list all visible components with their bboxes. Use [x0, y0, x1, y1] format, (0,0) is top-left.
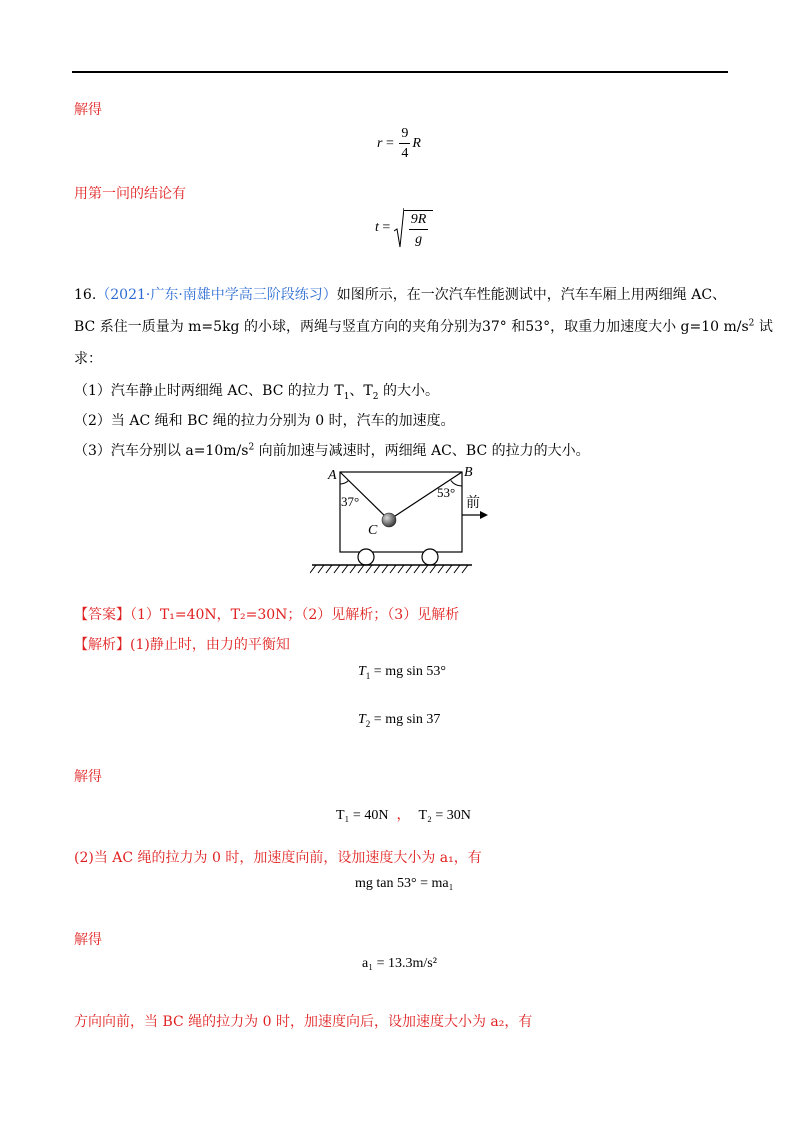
- equation-t1: $T_1$ = mg sin 53°: [358, 664, 447, 681]
- analysis-line: 【解析】(1)静止时，由力的平衡知: [74, 637, 290, 653]
- analysis-tag: 【解析】: [74, 637, 130, 653]
- direction-label: 前: [466, 495, 480, 511]
- angle-label-left: 37°: [341, 494, 360, 509]
- question-16-line2: BC 系住一质量为 m=5kg 的小球，两绳与竖直方向的夹角分别为37° 和53°，取重力加速度大小 g=10 $m/s^2$ 试: [74, 318, 773, 335]
- question-source: （2021·广东·南雄中学高三阶段练习）: [96, 287, 337, 303]
- text-use-first: 用第一问的结论有: [74, 186, 186, 202]
- equation-result-1: T₁ = 40N ， T₂ = 30N: [336, 808, 471, 823]
- equation-a1: a₁ = 13.3m/s²: [362, 956, 437, 971]
- label-a: A: [328, 468, 337, 483]
- sqrt-sign-icon: [394, 207, 404, 249]
- equation-t2: $T_2$ = mg sin 37: [358, 712, 441, 729]
- text-jiede-1: 解得: [74, 102, 102, 118]
- question-part-2: （2）当 AC 绳和 BC 绳的拉力分别为 0 时，汽车的加速度。: [74, 413, 455, 429]
- equation-r: r = $\frac{9}{4}$ R: [377, 126, 421, 161]
- header-rule: [72, 71, 728, 73]
- arrow-right-icon: [480, 511, 488, 519]
- question-part-1: （1）汽车静止时两细绳 AC、BC 的拉力 $T_1$、$T_2$ 的大小。: [74, 383, 439, 402]
- answer-tag: 【答案】: [74, 607, 130, 623]
- car-figure: [310, 462, 490, 577]
- wheel-left: [358, 549, 374, 565]
- wheel-right: [422, 549, 438, 565]
- question-part-3: （3）汽车分别以 $a=10m/s^2$ 向前加速与减速时，两细绳 AC、BC 的拉力的大小。: [74, 442, 590, 459]
- angle-label-right: 53°: [437, 485, 456, 500]
- analysis-part-2: (2)当 AC 绳的拉力为 0 时，加速度向前，设加速度大小为 a₁，有: [74, 850, 482, 866]
- question-16-line1: 16.（2021·广东·南雄中学高三阶段练习）如图所示，在一次汽车性能测试中，汽车车厢上用两细绳 AC、: [74, 287, 727, 303]
- answer-line: 【答案】（1）T₁=40N，T₂=30N；（2）见解析；（3）见解析: [74, 607, 460, 623]
- angle-arc-left: [340, 481, 349, 485]
- question-16-line3: 求：: [74, 351, 102, 367]
- label-b: B: [464, 465, 473, 480]
- equation-t: t = $\frac{9R}{g}$: [375, 207, 433, 249]
- text-jiede-2: 解得: [74, 769, 102, 785]
- analysis-part-2b: 方向向前，当 BC 绳的拉力为 0 时，加速度向后，设加速度大小为 a₂，有: [74, 1014, 533, 1030]
- equation-tan: mg tan 53° = ma₁: [355, 876, 454, 891]
- text-jiede-3: 解得: [74, 932, 102, 948]
- label-c: C: [368, 523, 378, 538]
- ball: [382, 513, 396, 527]
- ground-hatch: [310, 565, 468, 573]
